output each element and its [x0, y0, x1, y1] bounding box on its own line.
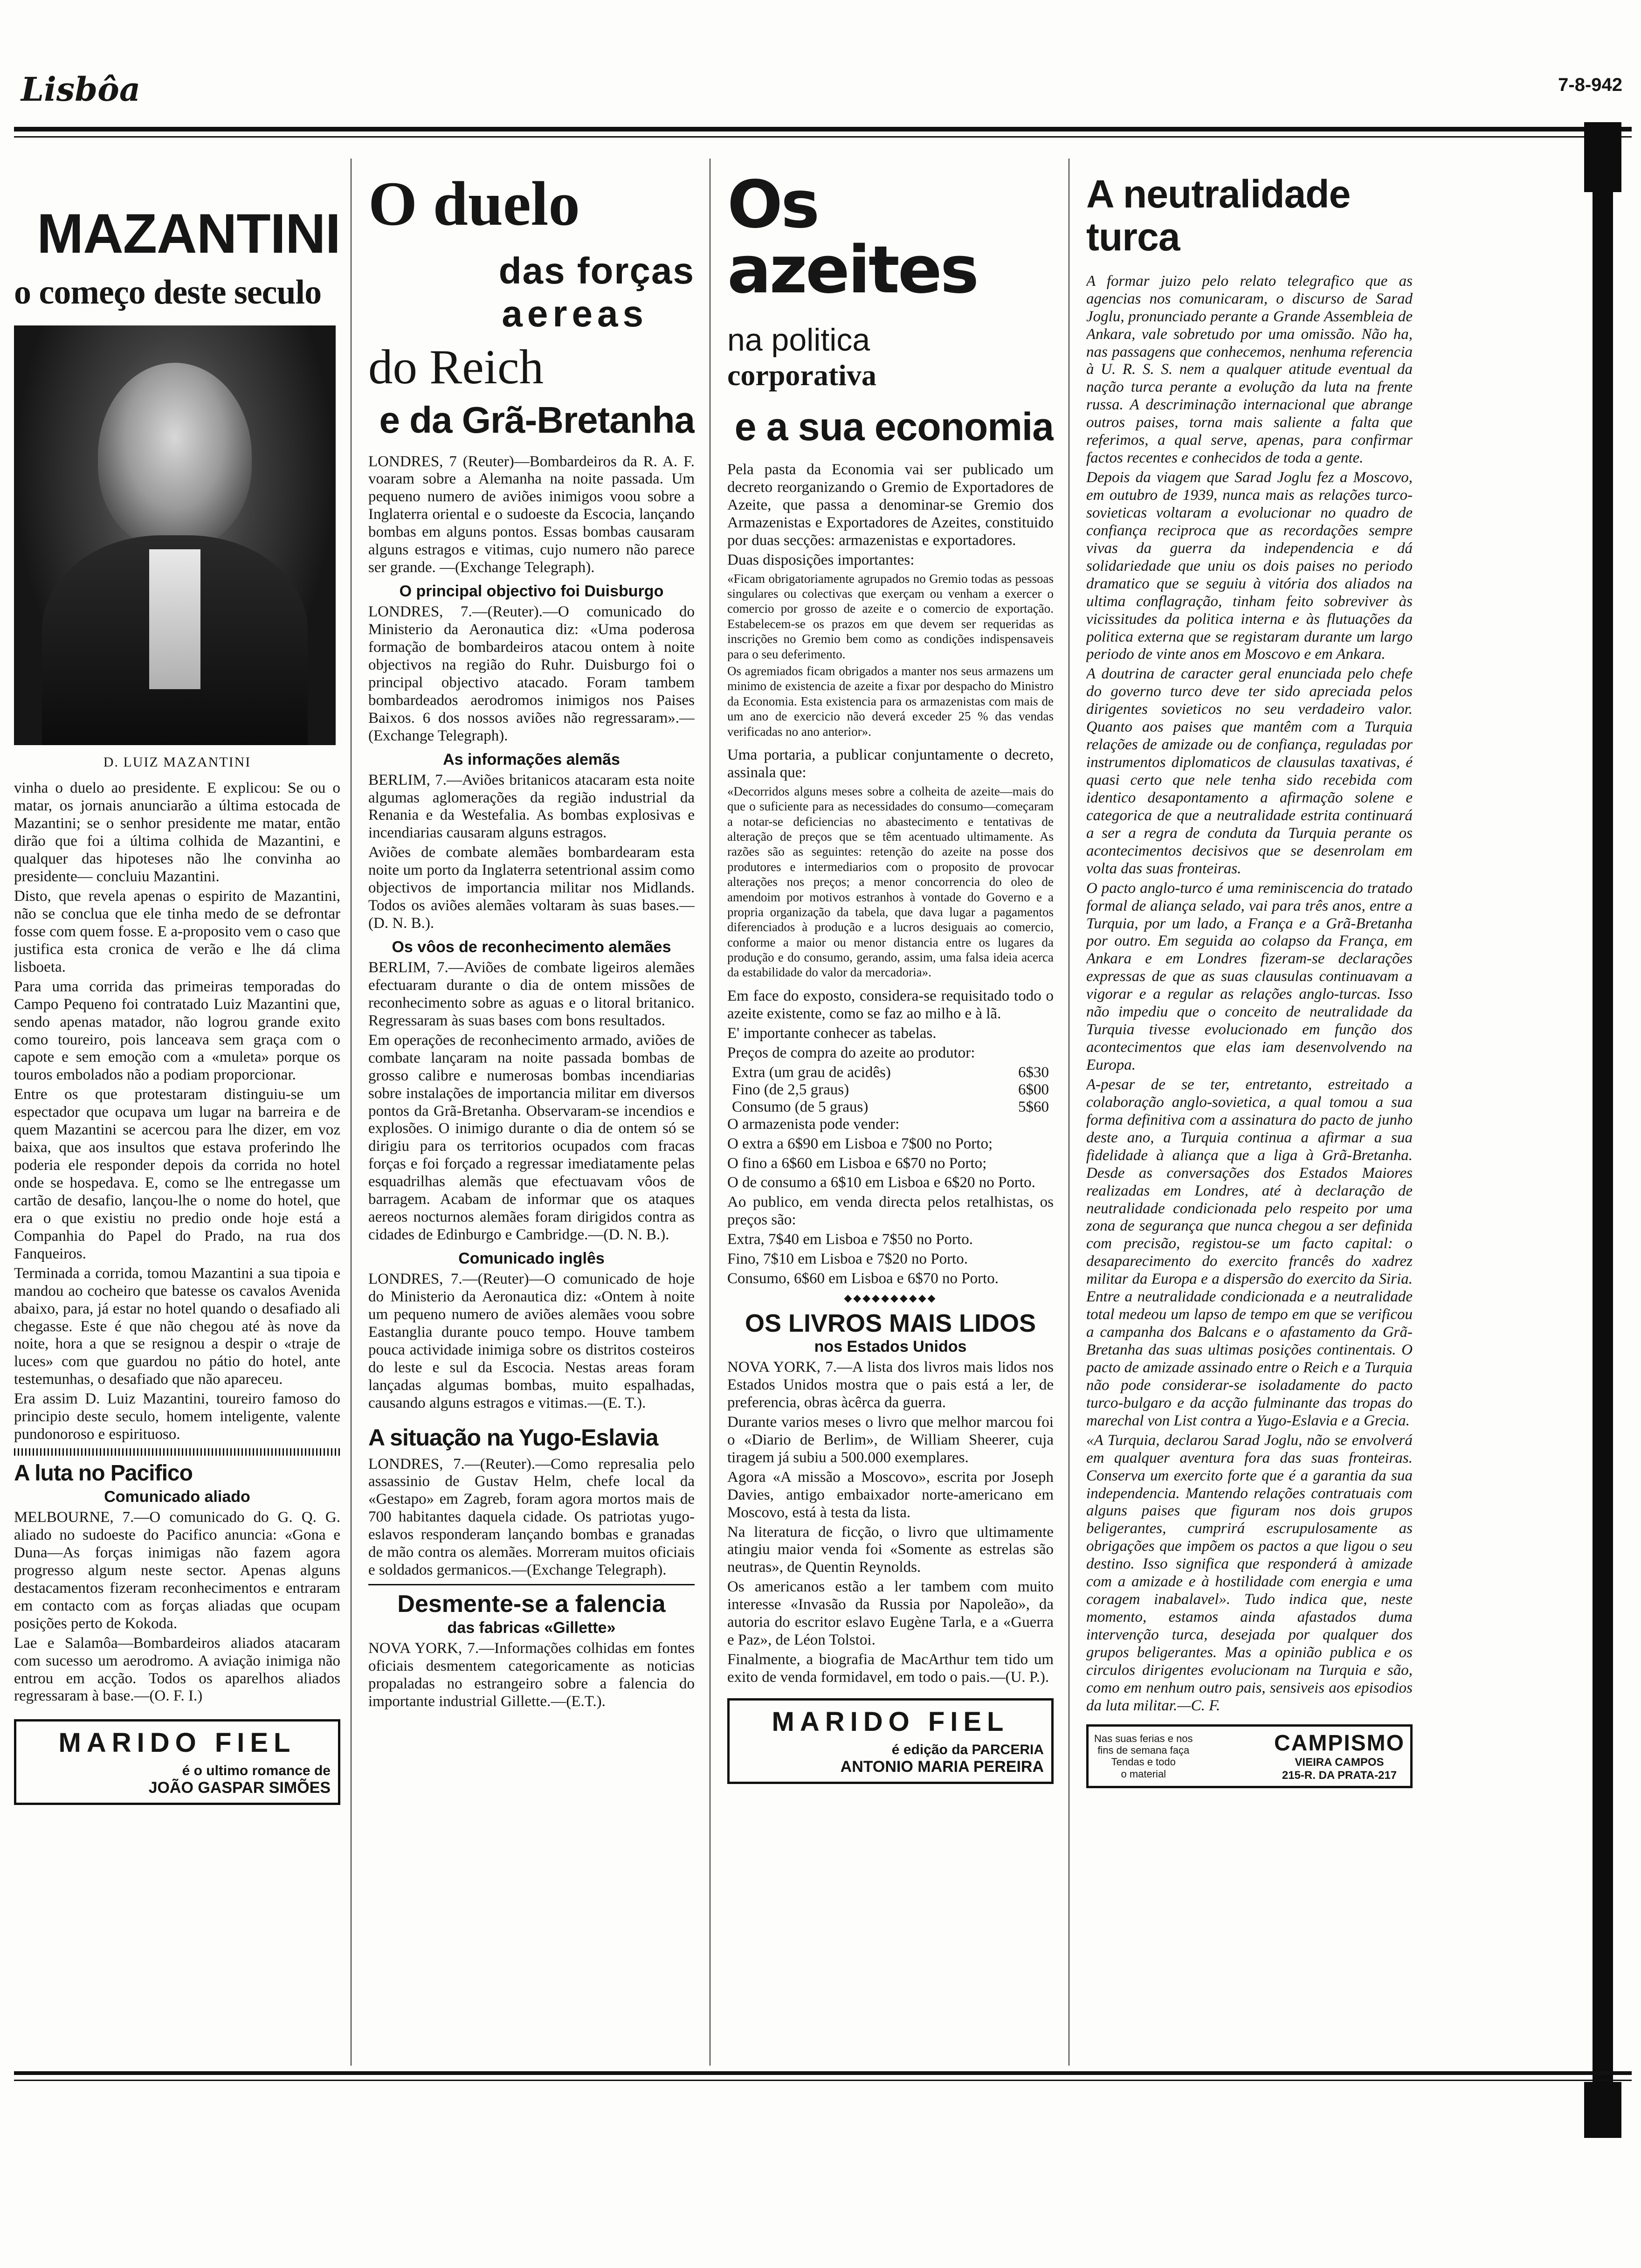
ad-campismo-left: [1094, 1733, 1193, 1780]
portrait-photo: [14, 325, 336, 745]
quote-paragraph: Os agremiados ficam obrigados a manter nos seus armazens um minimo de existencia de azeite a fixar por despacho do Ministro da Economia. Esta existencia para os armazenistas com mais de um ano de exercicio não deverá exceder 25 % das vendas verificadas no ano anterior».: [727, 664, 1054, 739]
paragraph: Depois da viagem que Sarad Joglu fez a Moscovo, em outubro de 1939, nunca mais as relações turco-sovieticas voltaram a evolucionar no quadro de confiança reciproca que as recordações sempre vivas da guerra da independencia e dá solidariedade que uniu os dois paises no periodo dramatico que se seguiu à vitória dos aliados na ultima conflagração, tinham feito sobreviver às vicissitudes da politica interna e às flutuações da politica externa que se registaram durante um largo periodo de vinte anos em Moscovo e em Ankara.: [1086, 469, 1413, 663]
price-row: [732, 1064, 1049, 1081]
ad-campismo: [1086, 1724, 1413, 1788]
ad-line: Tendas e todo: [1111, 1756, 1176, 1768]
paragraph: O de consumo a 6$10 em Lisboa e 6$20 no Porto.: [727, 1174, 1035, 1191]
ad-title: CAMPISMO: [1274, 1730, 1405, 1756]
ad-title: MARIDO FIEL: [58, 1728, 296, 1758]
paragraph: LONDRES, 7.—(Reuter).—O comunicado do Ministerio da Aeronautica diz: «Uma poderosa formação de bombardeiros atacou ontem à noite objectivos na região do Ruhr. Duisburgo foi o principal objectivo atacado. Foram tambem bombardeados aerodromos inimigos nos Paises Baixos. 6 dos nossos aviões não regressaram».—(Exchange Telegraph).: [368, 603, 695, 744]
paragraph: Consumo, 6$60 em Lisboa e 6$70 no Porto.: [727, 1270, 999, 1287]
headline-aereas: aereas: [502, 293, 648, 334]
bottom-rule: [14, 2071, 1632, 2075]
portrait-face: [98, 363, 252, 549]
top-rule-thin: [14, 136, 1632, 138]
ad-line: Nas suas ferias e nos: [1094, 1732, 1193, 1744]
paragraph: Preços de compra do azeite ao produtor:: [727, 1044, 975, 1061]
headline-falencia: Desmente-se a falencia: [397, 1590, 666, 1618]
subheadline-comunicado: Comunicado aliado: [104, 1488, 250, 1506]
top-rule: [14, 127, 1632, 131]
masthead-title: Lisbôa: [21, 70, 141, 109]
price-row: [732, 1081, 1049, 1099]
headline-forcas: das forças: [498, 250, 695, 291]
paragraph: NOVA YORK, 7.—A lista dos livros mais lidos nos Estados Unidos mostra que o pais está a ler, de preferencia, obras àcêrca da guerra.: [727, 1359, 1054, 1411]
section-rule: [368, 1584, 695, 1585]
paragraph: Fino, 7$10 em Lisboa e 7$20 no Porto.: [727, 1251, 968, 1268]
headline-neutralidade: A neutralidade turca: [1086, 172, 1351, 259]
paragraph: Agora «A missão a Moscovo», escrita por Joseph Davies, antigo embaixador norte-americano em Moscovo, está à testa da lista.: [727, 1468, 1054, 1521]
paragraph: O extra a 6$90 em Lisboa e 7$00 no Porto;: [727, 1135, 993, 1152]
column-duelo: [368, 154, 695, 2066]
subheadline: Comunicado inglês: [458, 1250, 605, 1267]
paragraph: Entre os que protestaram distinguiu-se um espectador que ocupava um lugar na barreira e de quem Mazantini se acercou para lhe dizer, em voz baixa, que aos insultos que estava proferindo lhe poderia ele responder depois da corrida no hotel onde se hospedava. E, como se lhe entregasse um cartão de desafio, lançou-lhe o nome do hotel, que era o que existiu no predio onde hoje está a Companhia do Papel do Prado, na rua dos Fanqueiros.: [14, 1086, 340, 1262]
subheadline: O principal objectivo foi Duisburgo: [399, 582, 664, 601]
page-edge-bar: [1593, 122, 1613, 2134]
ad-line: é edição da PARCERIA: [891, 1742, 1044, 1757]
ad-line: o material: [1121, 1768, 1166, 1780]
page-edge-block-top: [1584, 122, 1621, 192]
bottom-rule-thin: [14, 2080, 1632, 2081]
paragraph: A formar juizo pelo relato telegrafico que as agencias nos comunicaram, o discurso de Sarad Joglu, pronunciado perante a Grande Assembleia de Ankara, vale sobretudo por uma omissão. Não ha, nas passagens que conhecemos, nenhuma referencia à U. R. S. S. nem a qualquer atitude eventual da nação turca perante a evolução da luta na frente russa. A descriminação internacional que abrange outros paises, torna mais saliente a falta que referimos, a qual serve, apenas, para confirmar factos recentes e conhecidos de toda a gente.: [1086, 272, 1413, 467]
paragraph: O pacto anglo-turco é uma reminiscencia do tratado formal de aliança selado, vai para três anos, entre a Turquia, por um lado, a França e a Grã-Bretanha por outro. Em seguida ao colapso da França, em Ankara e em Londres fizeram-se declarações expressas de que as suas clausulas continuavam a vigorar e a regular as relações anglo-turcas. Isso não impediu que o conceito de neutralidade da Turquia tivesse evolucionado em função dos acontecimentos que elas iam desenvolvendo na Europa.: [1086, 879, 1413, 1074]
masthead-date: 7-8-942: [1558, 75, 1622, 95]
ad-marido-fiel: [14, 1719, 340, 1805]
paragraph: A doutrina de caracter geral enunciada pelo chefe do governo turco deve ter sido apreciada pelos dirigentes sovieticos no seu verdadeiro valor. Quanto aos paises que mantêm com a Turquia relações de amizade ou de confiança, reguladas por instrumentos diplomaticos de clausulas taxativas, é quasi certo que nele tenha sido recebida com identico desapontamento a afirmação solene e categorica de que a neutralidade estrita continuará a ser a regra de conduta da Turquia perante os acontecimentos decisivos que se desenrolam em volta das suas fronteiras.: [1086, 665, 1413, 877]
headline-gra-bretanha: e da Grã-Bretanha: [379, 399, 695, 441]
paragraph: LONDRES, 7.—(Reuter)—O comunicado de hoje do Ministerio da Aeronautica diz: «Ontem à noite um pequeno numero de aviões alemães voou sobre Eastanglia durante pouco tempo. Houve tambem pouca actividade inimiga sobre os distritos costeiros do leste e sul da Escocia. Nestas areas foram lançadas algumas bombas, muito espalhadas, causando alguns estragos e vitimas.—(E. T.).: [368, 1271, 695, 1411]
paragraph: Era assim D. Luiz Mazantini, toureiro famoso do principio deste seculo, homem inteligente, valente pundonoroso e espirituoso.: [14, 1390, 340, 1443]
headline-reich: do Reich: [368, 339, 544, 394]
paragraph: Lae e Salamôa—Bombardeiros aliados atacaram com sucesso um aerodromo. A aviação inimiga não entrou em acção. Todos os aparelhos aliados regressaram à base.—(O. F. I.): [14, 1634, 340, 1705]
headline-pacifico: A luta no Pacifico: [14, 1461, 193, 1486]
quote-paragraph: «Ficam obrigatoriamente agrupados no Gremio todas as pessoas singulares ou colectivas que exerçam ou venham a exercer o comercio por grosso de azeite e o comercio de exportação. Estabelecem-se os prazos em que devem ser requeridas as inscrições no Gremio bem como as condições indispensaveis para o seu deferimento.: [727, 571, 1054, 661]
paragraph: A-pesar de se ter, entretanto, estreitado a colaboração anglo-sovietica, a qual tomou a sua forma definitiva com a assinatura do pacto de junho deste ano, a Turquia continua a afirmar a sua fidelidade à aliança que a liga à Grã-Bretanha. Desde as conversações dos Estados Maiores realizadas em Londres, até à declaração de neutralidade condicionada pelo respeito por uma zona de segurança que nunca chegou a ser definida com precisão, registou-se um facto capital: o desaparecimento do exercito francês do xadrez militar da Europa e a dispersão do exercito da Siria. Entre a neutralidade condicionada e a neutralidade total medeou um lapso de tempo em que se verificou a campanha dos Balcans e o afastamento da Grã-Bretanha das suas ultimas posições continentais. O pacto de amizade assinado entre o Reich e a Turquia não pode considerar-se isoladamente do pacto turco-bulgaro e da acção fulminante das tropas do marechal von List contra a Yugo-Eslavia e a Grecia.: [1086, 1076, 1413, 1429]
headline-azeites: Os azeites: [727, 167, 978, 308]
paragraph: Disto, que revela apenas o espirito de Mazantini, não se conclua que ele tinha medo de se defrontar fosse com quem fosse. E a-proposito vem o caso que justifica esta cronica de verão e lhe dá clima lisboeta.: [14, 888, 340, 975]
headline-economia: e a sua economia: [734, 405, 1054, 449]
page-edge-block-bottom: [1584, 2082, 1621, 2138]
paragraph: Finalmente, a biografia de MacArthur tem tido um exito de venda formidavel, em todo o pais.—(U. P.).: [727, 1651, 1054, 1686]
paragraph: Terminada a corrida, tomou Mazantini a sua tipoia e mandou ao cocheiro que batesse os cavalos Avenida abaixo, para, já estar no hotel quando o desafiado ali chegasse. Este é que não chegou até às nove da noite, hora a que se resignou a despir o «traje de luces» com que guardou no pátio do hotel, ante testemunhas, o desafiado que não apareceu.: [14, 1265, 340, 1388]
subheadline-livros: nos Estados Unidos: [814, 1338, 967, 1356]
paragraph: O fino a 6$60 em Lisboa e 6$70 no Porto;: [727, 1155, 987, 1172]
paragraph: Duas disposições importantes:: [727, 551, 915, 568]
ad-line: JOÃO GASPAR SIMÕES: [148, 1779, 331, 1797]
price-label: Extra (um grau de acidês): [732, 1064, 891, 1081]
paragraph: Extra, 7$40 em Lisboa e 7$50 no Porto.: [727, 1231, 973, 1248]
section-ornament: ◆◆◆◆◆◆◆◆◆◆: [844, 1293, 937, 1305]
ad-line: é o ultimo romance de: [182, 1763, 331, 1779]
paragraph: Para uma corrida das primeiras temporadas do Campo Pequeno foi contratado Luiz Mazantini que, sendo apenas matador, não logrou grande exito como toureiro, pois lanceava sem graça com o capote e sem emoção com a «muleta» porque os touros embolados não a podiam proporcionar.: [14, 978, 340, 1084]
price-label: Consumo (de 5 graus): [732, 1098, 869, 1115]
headline-livros: OS LIVROS MAIS LIDOS: [745, 1309, 1036, 1338]
headline-yugo-eslavia: A situação na Yugo-Eslavia: [368, 1424, 658, 1451]
column-mazantini: [14, 154, 340, 2066]
paragraph: MELBOURNE, 7.—O comunicado do G. Q. G. aliado no sudoeste do Pacifico anuncia: «Gona e Duna—As forças inimigas não fazem agora progresso algum neste sector. Apenas alguns destacamentos fizeram reconhecimentos e entraram em contacto com as forças aliadas que ocupam posições perto de Kokoda.: [14, 1509, 340, 1632]
ad-campismo-right: [1274, 1730, 1405, 1782]
price-value: 5$60: [1018, 1098, 1049, 1115]
ad-line: VIEIRA CAMPOS: [1295, 1756, 1384, 1769]
subheadline: Os vôos de reconhecimento alemães: [392, 938, 671, 956]
paragraph: LONDRES, 7.—(Reuter).—Como represalia pelo assassinio de Gustav Helm, chefe local da «Gestapo» em Zagreb, foram agora mortos mais de 700 habitantes daquela cidade. Os patriotas yugo-eslavos responderam lançando bombas e granadas de mão contra os alemães. Morreram muitos oficiais e soldados germanicos.—(Exchange Telegraph).: [368, 1455, 695, 1579]
ad-line: 215-R. DA PRATA-217: [1282, 1769, 1397, 1782]
headline-politica: na politica: [727, 322, 870, 358]
paragraph: Na literatura de ficção, o livro que ultimamente atingiu maior venda foi «Somente as estrelas são neutras», de Quentin Reynolds.: [727, 1523, 1054, 1576]
price-value: 6$00: [1018, 1081, 1049, 1098]
ad-line: fins de semana faça: [1097, 1744, 1190, 1756]
paragraph: Uma portaria, a publicar conjuntamente o decreto, assinala que:: [727, 746, 1054, 781]
paragraph: O armazenista pode vender:: [727, 1115, 900, 1133]
column-separator: [351, 159, 352, 2066]
photo-caption: D. LUIZ MAZANTINI: [103, 754, 251, 770]
paragraph: «A Turquia, declarou Sarad Joglu, não se envolverá em qualquer aventura fora das suas fronteiras. Conserva um exercito forte que é a garantia da sua independencia. Mantendo relações contratuais com alguns paises que figuram nos dois grupos beligerantes, cumprirá escrupulosamente as obrigações que impõem os pactos a que ligou o seu destino. Isso significa que responderá à amizade com a amizade e à hostilidade com energia e uma coragem inabalavel». Tudo indica que, neste momento, estamos ainda afastados duma intervenção turca, desejada por qualquer dos grupos beligerantes. Mas a opinião publica e os circulos dirigentes evolucionam na Turquia e são, como em nenhum outro pais, sensiveis aos episodios da luta militar.—C. F.: [1086, 1431, 1413, 1714]
paragraph: Pela pasta da Economia vai ser publicado um decreto reorganizando o Gremio de Exportadores de Azeite, que passa a denominar-se Gremio dos Armazenistas e Exportadores de Azeites, constituido por duas secções: armazenistas e exportadores.: [727, 461, 1054, 549]
column-azeites: [727, 154, 1054, 2066]
ad-marido-fiel: [727, 1698, 1054, 1784]
portrait-shirt: [149, 549, 200, 689]
paragraph: NOVA YORK, 7.—Informações colhidas em fontes oficiais desmentem categoricamente as noticias propaladas no estrangeiro sobre a falencia do importante industrial Gillette.—(E.T.).: [368, 1640, 695, 1710]
ad-line: ANTONIO MARIA PEREIRA: [840, 1757, 1044, 1776]
subheadline: As informações alemãs: [443, 750, 620, 768]
paragraph: Durante varios meses o livro que melhor marcou foi o «Diario de Berlim», de William Sheerer, cuja tiragem já subiu a 500.000 exemplares.: [727, 1413, 1054, 1466]
paragraph: Em face do exposto, considera-se requisitado todo o azeite existente, como se faz ao milho e à lã.: [727, 987, 1054, 1022]
subheadline-mazantini: o começo deste seculo: [14, 273, 322, 311]
paragraph: BERLIM, 7.—Aviões britanicos atacaram esta noite algumas aglomerações da região industrial da Renania e da Westefalia. As bombas explosivas e incendiarias causaram alguns estragos.: [368, 771, 695, 842]
paragraph: Ao publico, em venda directa pelos retalhistas, os preços são:: [727, 1194, 1054, 1229]
paragraph: BERLIM, 7.—Aviões de combate ligeiros alemães efectuaram durante o dia de ontem missões de reconhecimento sobre as aguas e o litoral britanico. Regressaram às suas bases com bons resultados.: [368, 959, 695, 1029]
paragraph: E' importante conhecer as tabelas.: [727, 1024, 937, 1042]
paragraph: vinha o duelo ao presidente. E explicou: Se ou o matar, os jornais anunciarão a última estocada de Mazantini; se o senhor presidente me matar, então dirão que foi a última colhida de Mazantini, e qualquer das hipoteses não lhe convinha ao presidente— concluiu Mazantini.: [14, 780, 340, 885]
quote-paragraph: «Decorridos alguns meses sobre a colheita de azeite—mais do que o suficiente para as necessidades do consumo—começaram a notar-se deficiencias no abastecimento e tentativas de alteração de preços que se têm acentuado ultimamente. As razões são as seguintes: retenção do azeite na posse dos produtores e intermediarios com o proposito de provocar alterações nos preços; a menor concorrencia do oleo de amendoim por motivos estranhos à vontade do Governo e a propria organização da tabela, que dava lugar a pagamentos diferenciados à produção e a lucros desiguais ao comercio, conforme a maior ou menor distancia entre os lugares da produção e do consumo, gerando, assim, uma falsa ideia acerca da estabilidade do valor da mercadoria».: [727, 784, 1054, 980]
headline-corporativa: corporativa: [727, 359, 876, 392]
headline-duelo: O duelo: [368, 169, 580, 239]
price-row: [732, 1099, 1049, 1116]
price-label: Fino (de 2,5 graus): [732, 1081, 849, 1098]
paragraph: LONDRES, 7 (Reuter)—Bombardeiros da R. A. F. voaram sobre a Alemanha na noite passada. Um pequeno numero de aviões inimigos voou sobre a Inglaterra oriental e o sudoeste da Escocia, lançando bombas em alguns pontos. Essas bombas causaram alguns estragos e vitimas, cujo numero não parece ser grande. —(Exchange Telegraph).: [368, 453, 695, 576]
paragraph: Aviões de combate alemães bombardearam esta noite um porto da Inglaterra setentrional assim como objectivos de importancia militar nos Midlands. Todos os aviões alemães voltaram às suas bases.—(D. N. B.).: [368, 844, 695, 932]
price-value: 6$30: [1018, 1064, 1049, 1081]
paragraph: Em operações de reconhecimento armado, aviões de combate lançaram na noite passada bombas de grosso calibre e numerosas bombas incendiarias sobre instalações de importancia militar em diversos pontos da Grã-Bretanha. Observaram-se incendios e explosões. O inimigo durante o dia de ontem só se dirigiu para os territorios ocupados com fracas forças e foi forçado a regressar imediatamente pelas esquadrilhas alemãs que efectuavam vôos de barragem. Acabam de informar que os ataques aereos nocturnos alemães foram dirigidos contra as cidades de Edinburgo e Cambridge.—(D. N. B.).: [368, 1031, 695, 1244]
subheadline-gillette: das fabricas «Gillette»: [447, 1619, 616, 1637]
paragraph: Os americanos estão a ler tambem com muito interesse «Invasão da Russia por Napoleão», da autoria do escritor eslavo Eugène Tarla, e a «Guerra e Paz», de Léon Tolstoi.: [727, 1578, 1054, 1649]
column-neutralidade: [1086, 154, 1413, 2066]
section-divider: [14, 1448, 340, 1456]
ad-title: MARIDO FIEL: [772, 1706, 1009, 1737]
headline-mazantini: MAZANTINI: [37, 202, 340, 265]
